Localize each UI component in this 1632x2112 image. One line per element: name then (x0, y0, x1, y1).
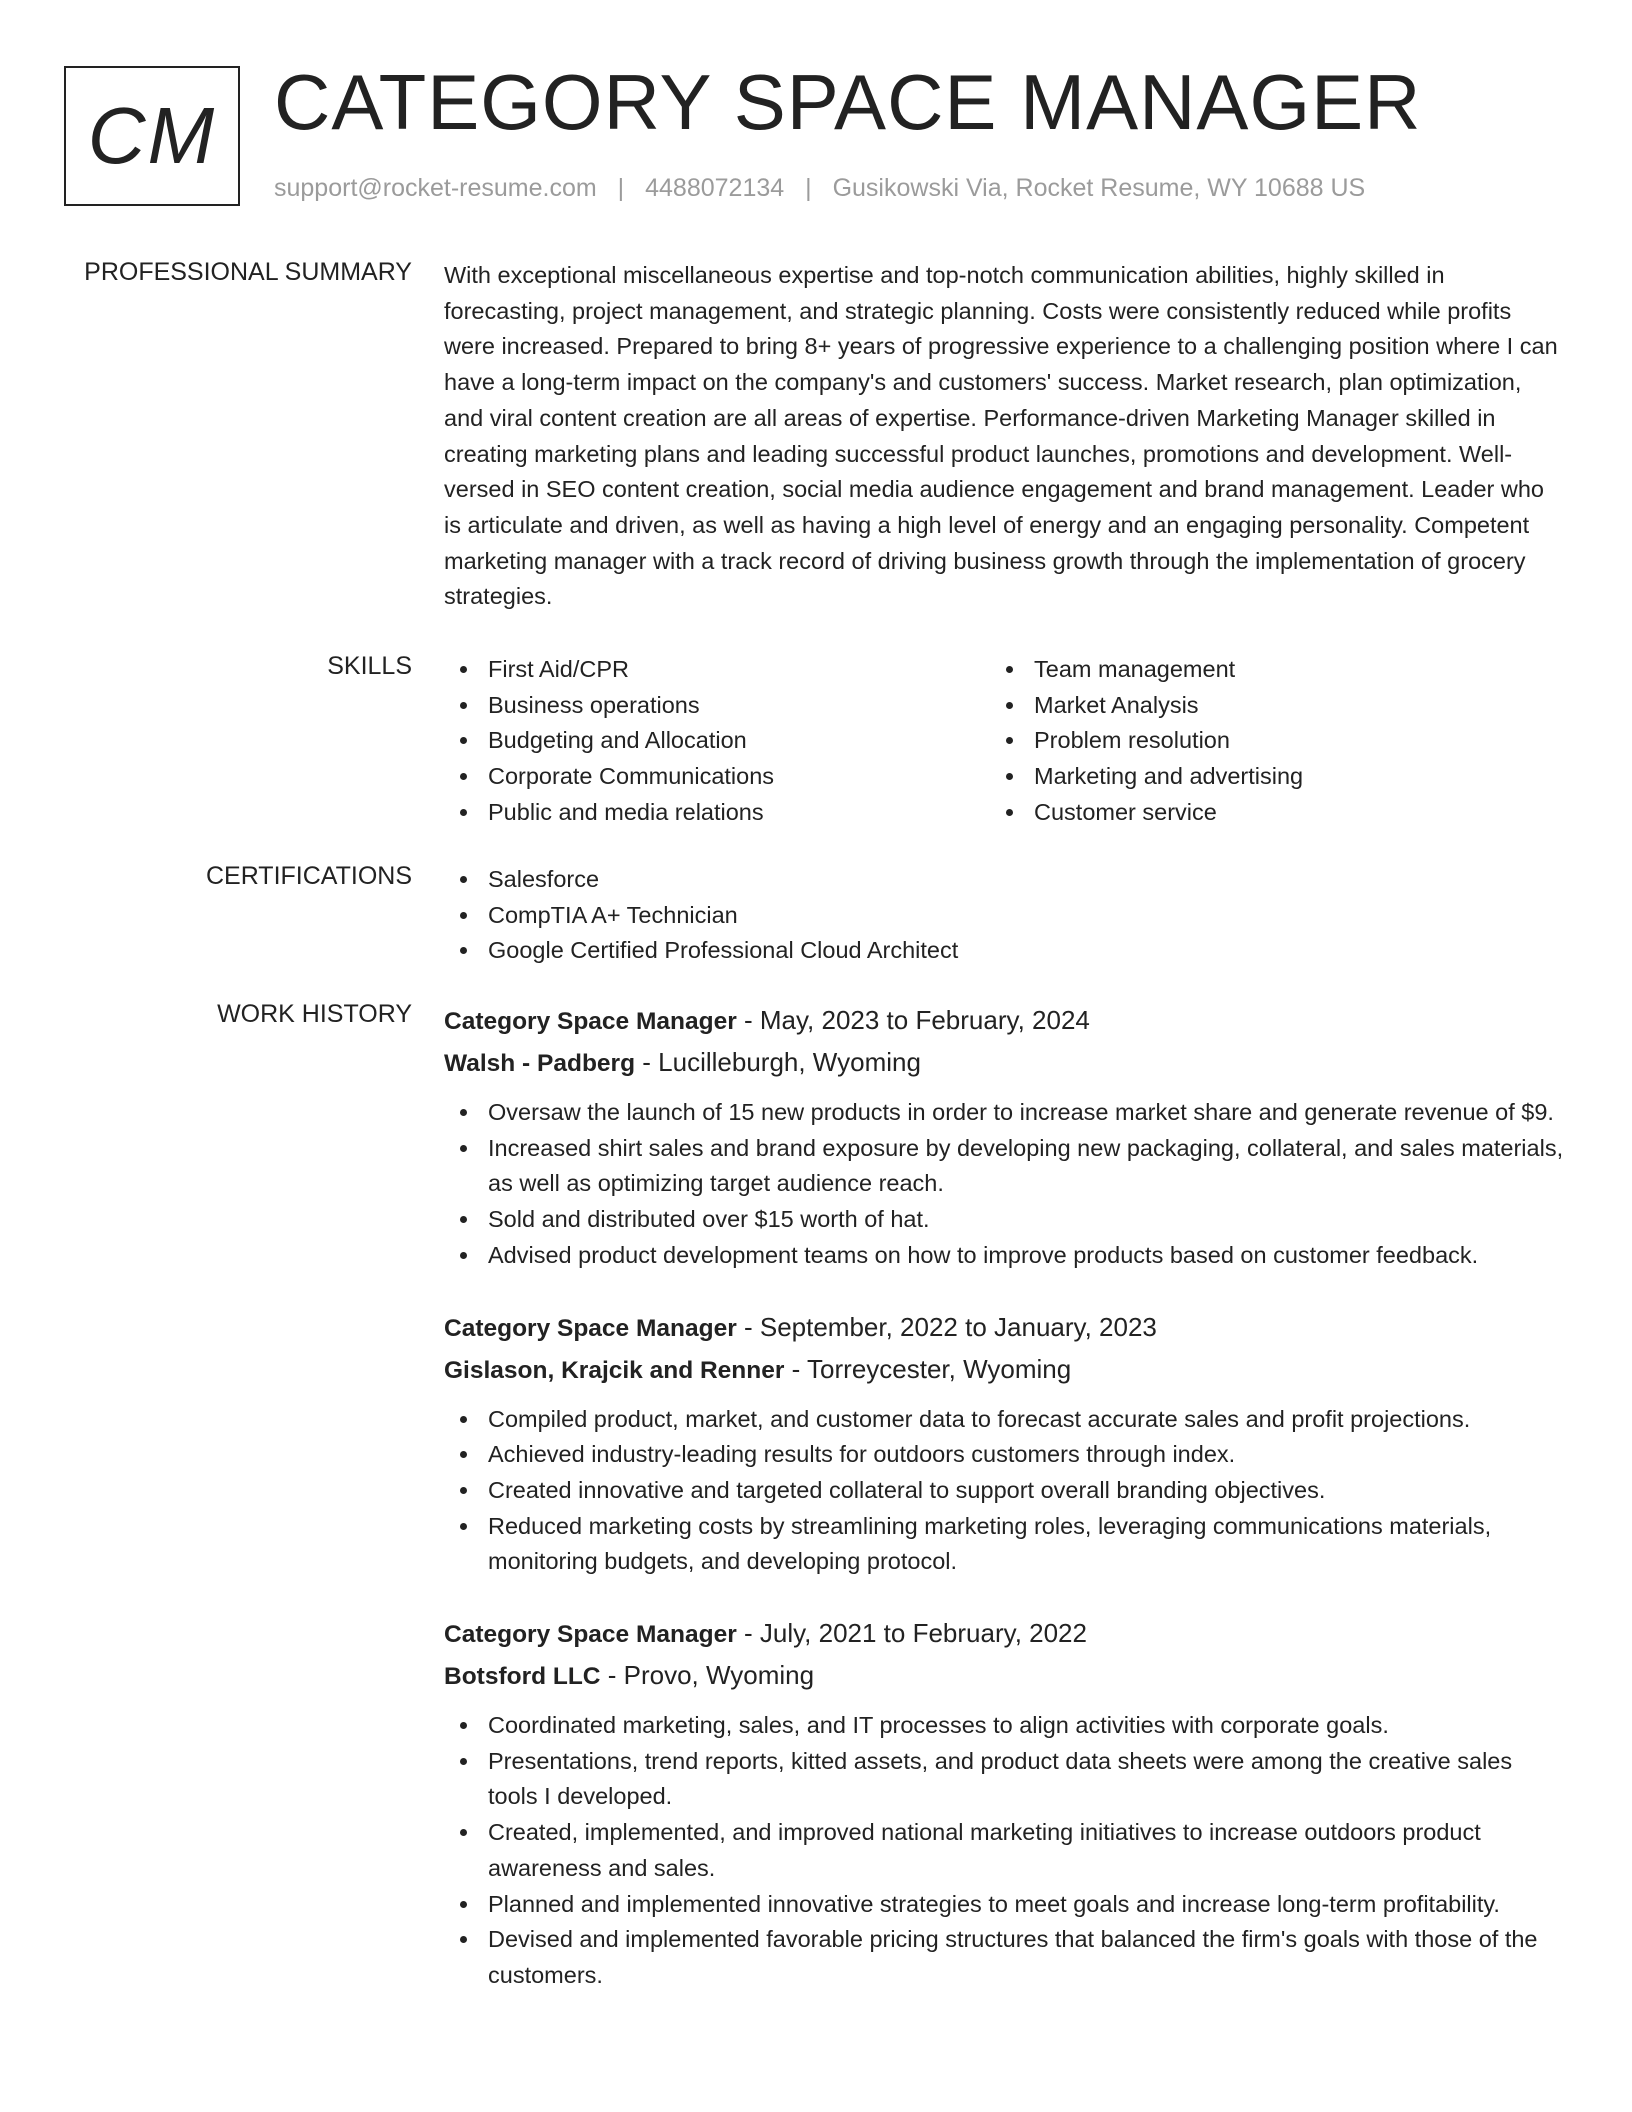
contact-phone[interactable]: 4488072134 (645, 174, 785, 202)
job-bullet: Planned and implemented innovative strategies to meet goals and increase long-term profitability. (444, 1887, 1564, 1923)
section-label-certifications: CERTIFICATIONS (205, 862, 412, 890)
contact-separator: | (617, 174, 625, 202)
job-entry (444, 1613, 1564, 1994)
monogram-box (64, 66, 240, 206)
section-label-skills: SKILLS (327, 652, 412, 680)
job-bullets (444, 1708, 1564, 1994)
job-bullet: Sold and distributed over $15 worth of hat. (444, 1202, 1564, 1238)
job-bullets (444, 1095, 1564, 1274)
job-bullet: Reduced marketing costs by streamlining marketing roles, leveraging communications materials, monitoring budgets, and developing protocol. (444, 1509, 1564, 1580)
contact-line (274, 174, 1365, 203)
skill-item: Problem resolution (990, 723, 1536, 759)
skill-item: Business operations (444, 688, 990, 724)
certification-item: Google Certified Professional Cloud Architect (444, 933, 1564, 969)
skill-item: Marketing and advertising (990, 759, 1536, 795)
job-location: - Lucilleburgh, Wyoming (635, 1047, 921, 1077)
skill-item: First Aid/CPR (444, 652, 990, 688)
job-company-line (444, 1349, 1564, 1391)
summary-content (444, 258, 1564, 615)
skill-item: Customer service (990, 795, 1536, 831)
job-title-line (444, 1613, 1564, 1655)
job-entry (444, 1307, 1564, 1581)
job-dates: - May, 2023 to February, 2024 (736, 1005, 1090, 1035)
skills-list-left (444, 652, 990, 831)
certification-item: Salesforce (444, 862, 1564, 898)
job-bullet: Increased shirt sales and brand exposure by developing new packaging, collateral, and sales materials, as well as optimizing target audience reach. (444, 1131, 1564, 1202)
certification-item: CompTIA A+ Technician (444, 898, 1564, 934)
job-location: - Torreycester, Wyoming (784, 1353, 1072, 1384)
job-bullet: Oversaw the launch of 15 new products in order to increase market share and generate revenue of $9. (444, 1095, 1564, 1131)
skill-item: Public and media relations (444, 795, 990, 831)
page-title: CATEGORY SPACE MANAGER (274, 58, 1422, 146)
job-bullet: Devised and implemented favorable pricing structures that balanced the firm's goals with those of the customers. (444, 1922, 1564, 1993)
job-entry (444, 1000, 1564, 1274)
certifications-content (444, 862, 1564, 969)
work-history-content (444, 1000, 1564, 2027)
job-title: Category Space Manager (444, 1621, 737, 1649)
job-company-line (444, 1042, 1564, 1084)
skill-item: Budgeting and Allocation (444, 723, 990, 759)
job-company: Botsford LLC (444, 1663, 601, 1691)
job-bullets (444, 1402, 1564, 1581)
skill-item: Corporate Communications (444, 759, 990, 795)
job-company-line (444, 1655, 1564, 1697)
summary-text: With exceptional miscellaneous expertise and top-notch communication abilities, highly skilled in forecasting, project management, and strategic planning. Costs were consistently reduced while profits were increased. Prepared to bring 8+ years of progressive experience to a challenging position where I can have a long-term impact on the company's and customers' success. Market research, plan optimization, and viral content creation are all areas of expertise. Performance-driven Marketing Manager skilled in creating marketing plans and leading successful product launches, promotions and development. Well-versed in SEO content creation, social media audience engagement and brand management. Leader who is articulate and driven, as well as having a high level of energy and an engaging personality. Competent marketing manager with a track record of driving business growth through the implementation of grocery strategies. (444, 262, 1558, 610)
monogram-text: CM (87, 91, 217, 180)
job-dates: - September, 2022 to January, 2023 (736, 1311, 1157, 1342)
job-company: Walsh - Padberg (444, 1050, 636, 1077)
job-bullet: Created innovative and targeted collateral to support overall branding objectives. (444, 1473, 1564, 1509)
job-title: Category Space Manager (444, 1008, 737, 1035)
skill-item: Team management (990, 652, 1536, 688)
contact-address: Gusikowski Via, Rocket Resume, WY 10688 US (832, 174, 1366, 202)
job-title-line (444, 1307, 1564, 1349)
job-bullet: Coordinated marketing, sales, and IT processes to align activities with corporate goals. (444, 1708, 1564, 1744)
job-bullet: Achieved industry-leading results for outdoors customers through index. (444, 1437, 1564, 1473)
job-title-line (444, 1000, 1564, 1042)
section-label-work-history: WORK HISTORY (217, 1000, 412, 1028)
job-location: - Provo, Wyoming (600, 1660, 815, 1691)
job-bullet: Created, implemented, and improved national marketing initiatives to increase outdoors product awareness and sales. (444, 1815, 1564, 1886)
job-bullet: Presentations, trend reports, kitted assets, and product data sheets were among the creative sales tools I developed. (444, 1744, 1564, 1815)
section-label-summary: PROFESSIONAL SUMMARY (84, 258, 412, 286)
contact-email[interactable]: support@rocket-resume.com (274, 174, 597, 202)
job-title: Category Space Manager (444, 1314, 737, 1342)
skills-grid (444, 652, 1564, 831)
job-company: Gislason, Krajcik and Renner (444, 1356, 785, 1384)
job-dates: - July, 2021 to February, 2022 (736, 1618, 1087, 1649)
skill-item: Market Analysis (990, 688, 1536, 724)
skills-list-right (990, 652, 1536, 831)
certifications-list (444, 862, 1564, 969)
contact-separator: | (805, 174, 812, 202)
job-bullet: Advised product development teams on how to improve products based on customer feedback. (444, 1238, 1564, 1274)
job-bullet: Compiled product, market, and customer data to forecast accurate sales and profit projections. (444, 1402, 1564, 1438)
